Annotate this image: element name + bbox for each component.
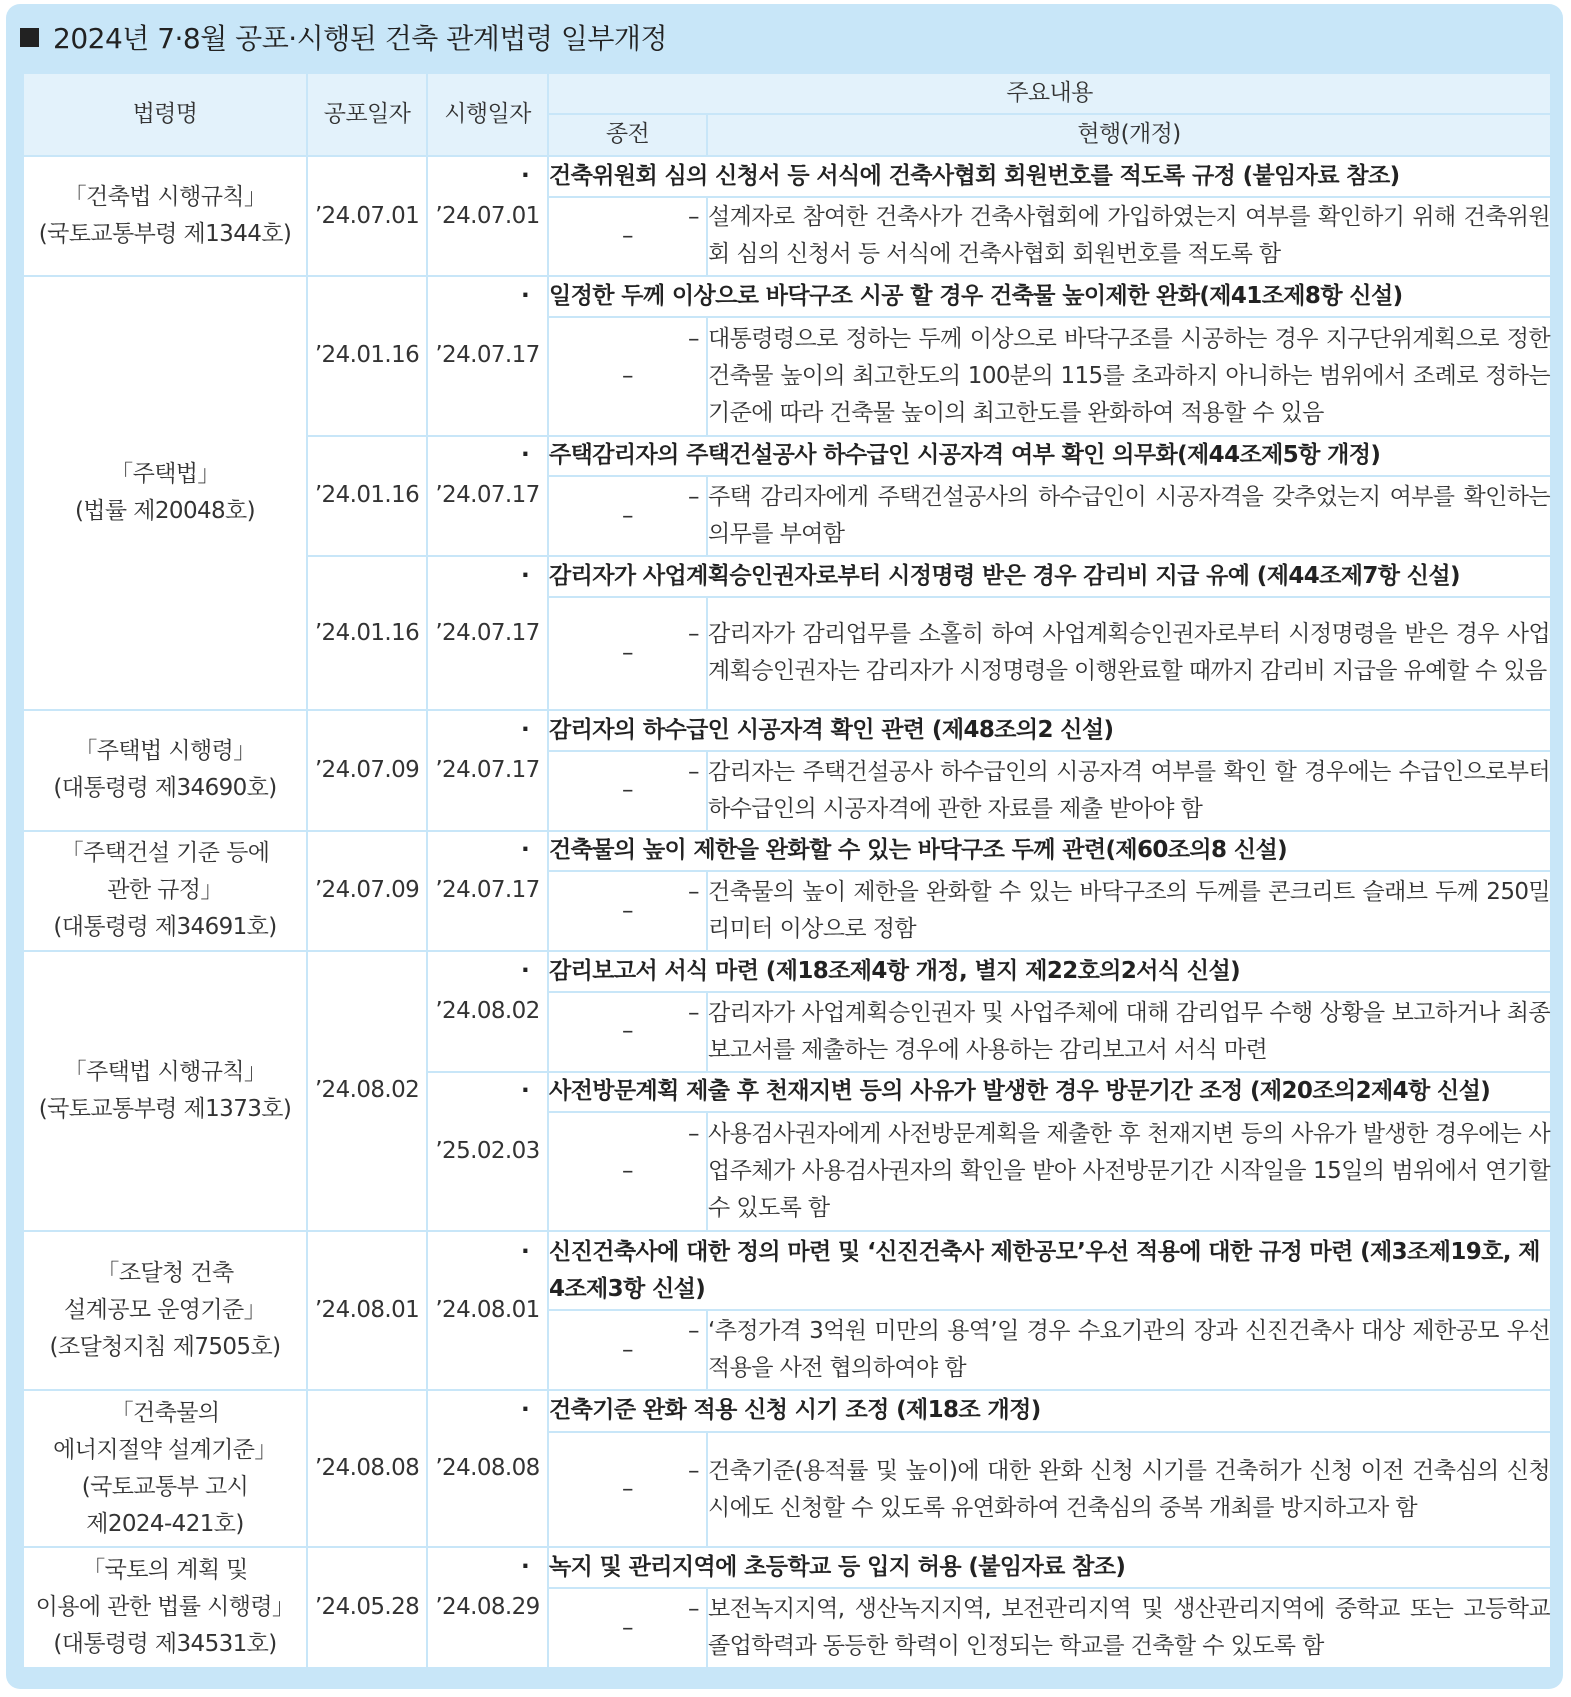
- promulgation-date: ’24.01.16: [307, 556, 427, 710]
- promulgation-date: ’24.01.16: [307, 276, 427, 435]
- effective-date: ’24.07.17: [427, 831, 548, 952]
- amendment-summary: · 건축물의 높이 제한을 완화할 수 있는 바닥구조 두께 관련(제60조의8 신설): [548, 831, 1551, 872]
- law-name-cell: [23, 156, 307, 277]
- dash-icon: –: [688, 1121, 699, 1148]
- bullet-icon: ·: [521, 716, 530, 743]
- before-cell: –: [548, 1588, 707, 1668]
- amendment-detail: – 보전녹지지역, 생산녹지지역, 보전관리지역 및 생산관리지역에 중학교 또는 고등학교 졸업학력과 동등한 학력이 인정되는 학교를 건축할 수 있도록 함: [707, 1588, 1551, 1668]
- law-name-line: 「국토의 계획 및: [82, 1557, 248, 1584]
- effective-date: ’24.07.17: [427, 436, 548, 557]
- amendment-detail: – 건축물의 높이 제한을 완화할 수 있는 바닥구조의 두께를 콘크리트 슬래브 두께 250밀리미터 이상으로 정함: [707, 871, 1551, 951]
- amendment-summary: · 신진건축사에 대한 정의 마련 및 ‘신진건축사 제한공모’우선 적용에 대한 규정 마련 (제3조제19호, 제4조제3항 신설): [548, 1231, 1551, 1311]
- law-name-line: (대통령령 제34691호): [53, 914, 277, 941]
- law-name-line: 이용에 관한 법률 시행령」: [35, 1594, 295, 1621]
- dash-icon: –: [688, 1318, 699, 1345]
- amendment-summary: · 감리보고서 서식 마련 (제18조제4항 개정, 별지 제22호의2서식 신설): [548, 951, 1551, 992]
- promulgation-date: ’24.08.08: [307, 1390, 427, 1547]
- dash-icon: –: [688, 758, 699, 785]
- amendment-summary: · 녹지 및 관리지역에 초등학교 등 입지 허용 (붙임자료 참조): [548, 1547, 1551, 1588]
- dash-icon: –: [688, 325, 699, 352]
- amendment-detail: – 건축기준(용적률 및 높이)에 대한 완화 신청 시기를 건축허가 신청 이전 건축심의 신청 시에도 신청할 수 있도록 유연화하여 건축심의 중복 개최를 방지하고자 함: [707, 1432, 1551, 1548]
- promulgation-date: ’24.08.01: [307, 1231, 427, 1390]
- law-name-line: (국토교통부 고시: [81, 1473, 249, 1500]
- law-name-cell: [23, 1547, 307, 1668]
- bullet-icon: ·: [521, 283, 530, 310]
- law-amendment-table: [22, 72, 1552, 1669]
- before-cell: –: [548, 751, 707, 831]
- amendment-summary: · 건축위원회 심의 신청서 등 서식에 건축사협회 회원번호를 적도록 규정 (붙임자료 참조): [548, 156, 1551, 197]
- dash-icon: –: [688, 879, 699, 906]
- promulgation-date: ’24.08.02: [307, 951, 427, 1231]
- bullet-icon: ·: [521, 162, 530, 189]
- before-cell: –: [548, 871, 707, 951]
- amendment-summary: · 감리자가 사업계획승인권자로부터 시정명령 받은 경우 감리비 지급 유예 (제44조제7항 신설): [548, 556, 1551, 597]
- effective-date: ’24.08.02: [427, 951, 548, 1072]
- effective-date: ’24.07.17: [427, 556, 548, 710]
- bullet-icon: ·: [521, 837, 530, 864]
- before-cell: –: [548, 992, 707, 1072]
- before-cell: –: [548, 197, 707, 277]
- page-title: [20, 12, 667, 62]
- amendment-detail: – ‘추정가격 3억원 미만의 용역’일 경우 수요기관의 장과 신진건축사 대상 제한공모 우선 적용을 사전 협의하여야 함: [707, 1310, 1551, 1390]
- bullet-icon: ·: [521, 1397, 530, 1424]
- dash-icon: –: [688, 484, 699, 511]
- promulgation-date: ’24.07.01: [307, 156, 427, 277]
- header-main-content: 주요내용: [548, 73, 1551, 114]
- dash-icon: –: [688, 999, 699, 1026]
- amendment-summary: · 감리자의 하수급인 시공자격 확인 관련 (제48조의2 신설): [548, 710, 1551, 751]
- effective-date: ’24.07.17: [427, 710, 548, 831]
- dash-icon: –: [688, 621, 699, 648]
- amendment-detail: – 감리자가 감리업무를 소홀히 하여 사업계획승인권자로부터 시정명령을 받은 경우 사업계획승인권자는 감리자가 시정명령을 이행완료할 때까지 감리비 지급을 유예할 수 있음: [707, 597, 1551, 710]
- law-name-line: (법률 제20048호): [74, 498, 256, 525]
- law-name-line: (조달청지침 제7505호): [49, 1333, 281, 1360]
- law-name-cell: [23, 276, 307, 710]
- bullet-icon: ·: [521, 1554, 530, 1581]
- effective-date: ’24.08.01: [427, 1231, 548, 1390]
- law-name-line: 「조달청 건축: [96, 1259, 234, 1286]
- amendment-summary: · 일정한 두께 이상으로 바닥구조 시공 할 경우 건축물 높이제한 완화(제41조제8항 신설): [548, 276, 1551, 317]
- amendment-detail: – 설계자로 참여한 건축사가 건축사협회에 가입하였는지 여부를 확인하기 위해 건축위원회 심의 신청서 등 서식에 건축사협회 회원번호를 적도록 함: [707, 197, 1551, 277]
- law-name-cell: [23, 1390, 307, 1547]
- promulgation-date: ’24.07.09: [307, 831, 427, 952]
- law-name-line: 관한 규정」: [107, 877, 223, 904]
- law-name-line: 「주택법」: [110, 461, 220, 488]
- law-name-line: 「주택법 시행규칙」: [63, 1058, 267, 1085]
- law-name-line: 「주택법 시행령」: [74, 738, 256, 765]
- law-name-line: (국토교통부령 제1373호): [38, 1095, 292, 1122]
- effective-date: ’24.08.08: [427, 1390, 548, 1547]
- bullet-icon: ·: [521, 957, 530, 984]
- header-law-name: 법령명: [23, 73, 307, 156]
- before-cell: –: [548, 1310, 707, 1390]
- law-name-line: 에너지절약 설계기준」: [53, 1436, 277, 1463]
- law-name-line: 「주택건설 기준 등에: [60, 840, 270, 867]
- law-name-cell: [23, 1231, 307, 1390]
- promulgation-date: ’24.01.16: [307, 436, 427, 557]
- promulgation-date: ’24.07.09: [307, 710, 427, 831]
- amendment-summary: · 주택감리자의 주택건설공사 하수급인 시공자격 여부 확인 의무화(제44조제5항 개정): [548, 436, 1551, 477]
- bullet-icon: ·: [521, 442, 530, 469]
- law-name-line: 제2024-421호): [86, 1510, 244, 1537]
- amendment-detail: – 대통령령으로 정하는 두께 이상으로 바닥구조를 시공하는 경우 지구단위계획으로 정한 건축물 높이의 최고한도의 100분의 115를 초과하지 아니하는 범위에서 조례로 정하는 기준에 따라 건축물 높이의 최고한도를 완화하여 적용할 수 있음: [707, 317, 1551, 435]
- effective-date: ’25.02.03: [427, 1072, 548, 1231]
- law-name-line: (대통령령 제34690호): [53, 775, 277, 802]
- law-name-line: 「건축법 시행규칙」: [63, 184, 267, 211]
- amendment-detail: – 사용검사권자에게 사전방문계획을 제출한 후 천재지변 등의 사유가 발생한 경우에는 사업주체가 사용검사권자의 확인을 받아 사전방문기간 시작일을 15일의 범위에서 연기할 수 있도록 함: [707, 1112, 1551, 1230]
- law-name-cell: [23, 951, 307, 1231]
- law-name-line: 설계공모 운영기준」: [63, 1296, 267, 1323]
- amendment-detail: – 주택 감리자에게 주택건설공사의 하수급인이 시공자격을 갖추었는지 여부를 확인하는 의무를 부여함: [707, 476, 1551, 556]
- effective-date: ’24.07.17: [427, 276, 548, 435]
- bullet-icon: ·: [521, 1078, 530, 1105]
- law-name-cell: [23, 831, 307, 952]
- bullet-icon: ·: [521, 1238, 530, 1265]
- dash-icon: –: [688, 204, 699, 231]
- before-cell: –: [548, 317, 707, 435]
- law-name-line: (대통령령 제34531호): [53, 1631, 277, 1658]
- dash-icon: –: [688, 1596, 699, 1623]
- law-name-line: (국토교통부령 제1344호): [38, 221, 292, 248]
- header-promulgation-date: 공포일자: [307, 73, 427, 156]
- effective-date: ’24.08.29: [427, 1547, 548, 1668]
- before-cell: –: [548, 597, 707, 710]
- amendment-summary: · 사전방문계획 제출 후 천재지변 등의 사유가 발생한 경우 방문기간 조정 (제20조의2제4항 신설): [548, 1072, 1551, 1113]
- amendment-summary: · 건축기준 완화 적용 신청 시기 조정 (제18조 개정): [548, 1390, 1551, 1432]
- page-title-text: 2024년 7·8월 공포·시행된 건축 관계법령 일부개정: [53, 22, 668, 55]
- effective-date: ’24.07.01: [427, 156, 548, 277]
- amendment-detail: – 감리자는 주택건설공사 하수급인의 시공자격 여부를 확인 할 경우에는 수급인으로부터 하수급인의 시공자격에 관한 자료를 제출 받아야 함: [707, 751, 1551, 831]
- before-cell: –: [548, 1112, 707, 1230]
- promulgation-date: ’24.05.28: [307, 1547, 427, 1668]
- amendment-detail: – 감리자가 사업계획승인권자 및 사업주체에 대해 감리업무 수행 상황을 보고하거나 최종보고서를 제출하는 경우에 사용하는 감리보고서 서식 마련: [707, 992, 1551, 1072]
- before-cell: –: [548, 1432, 707, 1548]
- law-name-line: 「건축물의: [110, 1399, 220, 1426]
- header-effective-date: 시행일자: [427, 73, 548, 156]
- header-current: 현행(개정): [707, 114, 1551, 156]
- dash-icon: –: [688, 1457, 699, 1484]
- before-cell: –: [548, 476, 707, 556]
- header-before: 종전: [548, 114, 707, 156]
- law-name-cell: [23, 710, 307, 831]
- square-bullet-icon: [20, 28, 39, 47]
- bullet-icon: ·: [521, 562, 530, 589]
